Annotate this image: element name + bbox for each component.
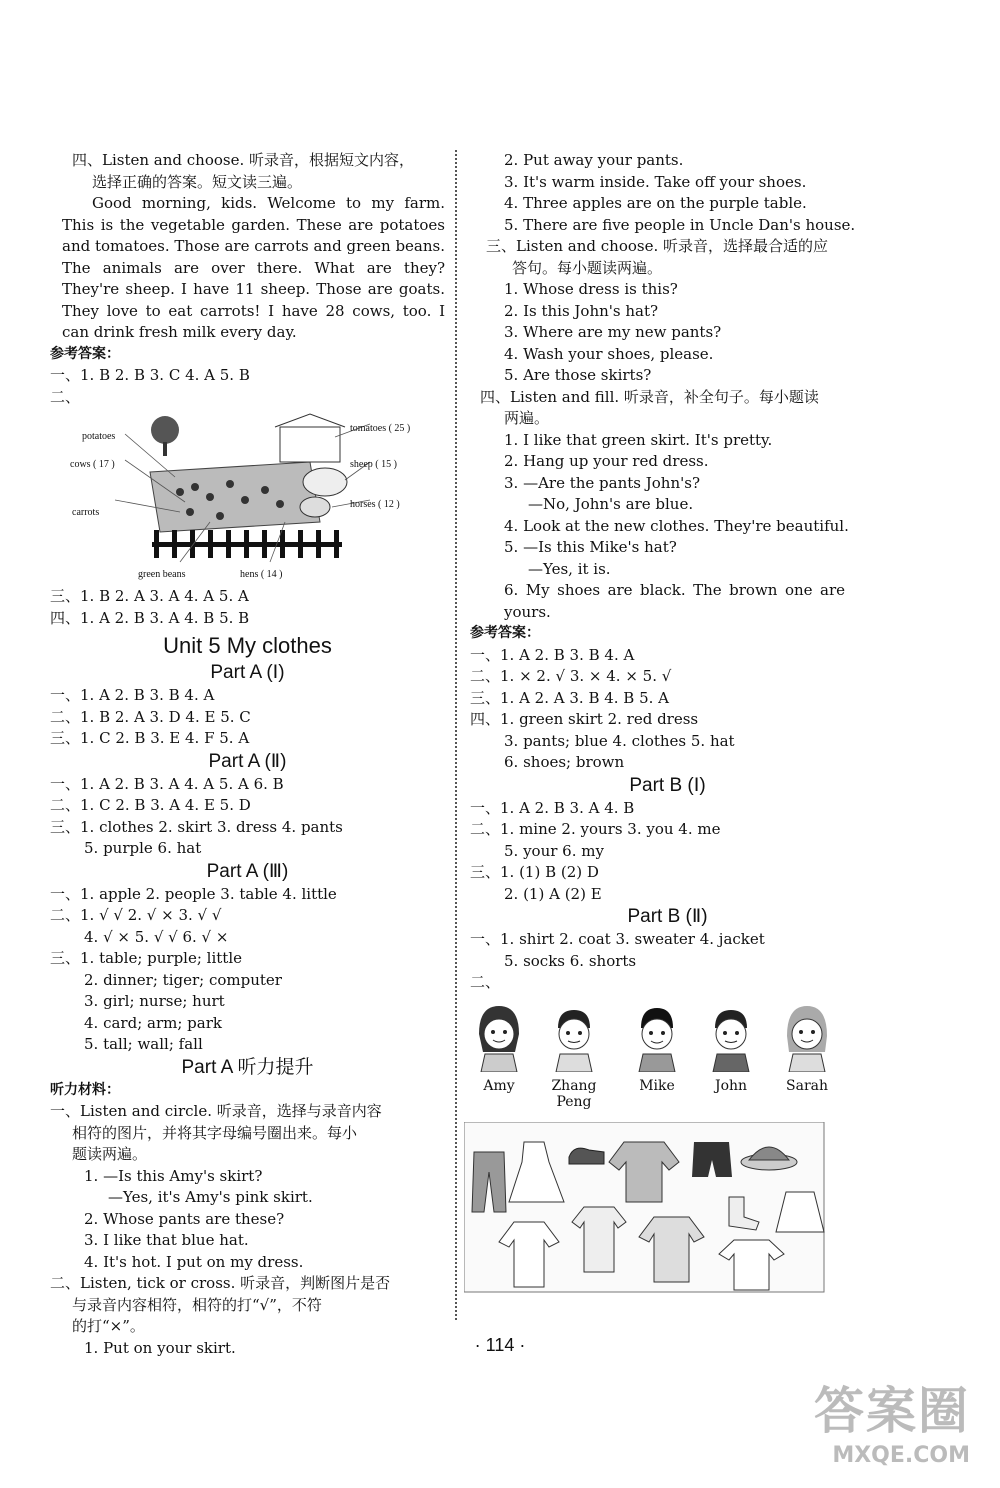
part-title: Part A 听力提升	[181, 1056, 314, 1078]
question-item: 2. Put away your pants.	[504, 151, 684, 169]
part-title: Part B (Ⅰ)	[629, 774, 706, 796]
section-title-cont: 选择正确的答案。短文读三遍。	[92, 172, 303, 191]
question-title: 四、Listen and fill. 听录音，补全句子。每小题读	[480, 387, 819, 406]
question-item: 1. Whose dress is this?	[504, 280, 678, 298]
question-item: 2. Whose pants are these?	[84, 1209, 285, 1228]
kid-name: Mike	[639, 1078, 675, 1094]
kid-mike	[622, 1002, 692, 1095]
answer-line: 3. pants; blue 4. clothes 5. hat	[504, 731, 735, 750]
answer-line: 一、1. A 2. B 3. A 4. B	[470, 798, 635, 817]
answer-line: 二、1. √ √ 2. √ × 3. √ √	[50, 906, 222, 924]
question-title: 三、Listen and choose. 听录音，选择最合适的应	[486, 237, 828, 255]
answer-line: 一、1. B 2. B 3. C 4. A 5. B	[50, 366, 250, 384]
answer-line: 5. tall; wall; fall	[84, 1035, 203, 1053]
answer-line: 一、1. A 2. B 3. B 4. A	[470, 645, 635, 664]
answer-line: 二、	[470, 973, 501, 991]
kid-sarah	[772, 1002, 842, 1095]
question-item: —Yes, it is.	[528, 559, 611, 578]
question-item: —No, John's are blue.	[528, 495, 694, 513]
label-hens: hens ( 14 )	[240, 569, 283, 580]
farm-figure	[70, 412, 460, 582]
girl-icon	[471, 1002, 527, 1072]
question-item: 1. I like that green skirt. It's pretty.	[504, 430, 773, 449]
answer-line: 三、1. (1) B (2) D	[470, 863, 599, 881]
kid-name: Amy	[483, 1078, 515, 1094]
answer-line: 5. your 6. my	[504, 841, 604, 860]
passage: Good morning, kids. Welcome to my farm. This is the vegetable garden. These are potatoes and tomatoes. Those are carrots and green beans. The animals are over there. What are they? They're sheep. I have 11 sheep. Those are goats. They love to eat carrots! I have 28 cows, too. I can drink fresh milk every day.	[62, 194, 445, 341]
boy-icon	[703, 1002, 759, 1072]
answer-line: 二、	[50, 387, 81, 406]
question-title: 二、Listen, tick or cross. 听录音，判断图片是否	[50, 1274, 391, 1292]
answer-heading: 参考答案：	[50, 345, 120, 362]
label-carrots: carrots	[72, 507, 100, 518]
question-item: 5. Are those skirts?	[504, 366, 652, 384]
section-title: 四、Listen and choose. 听录音，根据短文内容，	[72, 151, 414, 169]
question-item: 3. —Are the pants John's?	[504, 473, 700, 492]
left-column	[50, 150, 445, 1359]
question-item: 3. I like that blue hat.	[84, 1231, 249, 1249]
answer-line: 4. √ × 5. √ √ 6. √ ×	[84, 927, 229, 946]
answer-line: 4. card; arm; park	[84, 1013, 222, 1032]
question-item: —Yes, it's Amy's pink skirt.	[108, 1188, 313, 1206]
label-green-beans: green beans	[138, 569, 186, 580]
kid-name: John	[714, 1078, 748, 1094]
label-potatoes: potatoes	[82, 431, 116, 442]
question-item: 2. Is this John's hat?	[504, 301, 659, 320]
kid-amy	[464, 1002, 534, 1095]
kid-name: Sarah	[786, 1078, 828, 1094]
watermark-url: MXQE.COM	[832, 1443, 970, 1468]
question-title: 一、Listen and circle. 听录音，选择与录音内容	[50, 1102, 382, 1120]
question-item: 4. Three apples are on the purple table.	[504, 194, 807, 212]
column-divider	[455, 150, 457, 1320]
part-title: Part A (Ⅰ)	[210, 662, 285, 683]
label-horses: horses ( 12 )	[350, 499, 400, 510]
question-item: 2. Hang up your red dress.	[504, 452, 709, 470]
clothes-panel	[464, 1122, 826, 1297]
boy-icon	[629, 1002, 685, 1072]
question-title-cont: 题读两遍。	[72, 1145, 148, 1163]
answer-line: 3. girl; nurse; hurt	[84, 992, 225, 1010]
answer-line: 一、1. A 2. B 3. A 4. A 5. A 6. B	[50, 774, 284, 793]
answer-line: 三、1. clothes 2. skirt 3. dress 4. pants	[50, 817, 343, 836]
question-item: 4. Look at the new clothes. They're beautiful.	[504, 516, 849, 535]
answer-line: 四、1. green skirt 2. red dress	[470, 710, 699, 728]
answer-line: 一、1. A 2. B 3. B 4. A	[50, 686, 215, 704]
question-item: 5. —Is this Mike's hat?	[504, 538, 677, 556]
answer-line: 二、1. × 2. √ 3. × 4. × 5. √	[470, 667, 672, 685]
question-title-cont: 与录音内容相符，相符的打“√”，不符	[72, 1295, 322, 1314]
question-item: 3. Where are my new pants?	[504, 323, 722, 341]
answer-heading: 参考答案：	[470, 625, 540, 641]
question-item: 4. It's hot. I put on my dress.	[84, 1252, 304, 1271]
answer-line: 2. (1) A (2) E	[504, 884, 602, 903]
girl-icon	[779, 1002, 835, 1072]
answer-line: 5. socks 6. shorts	[504, 951, 637, 970]
answer-line: 5. purple 6. hat	[84, 839, 202, 857]
answer-line: 三、1. B 2. A 3. A 4. A 5. A	[50, 587, 249, 605]
answer-line: 四、1. A 2. B 3. A 4. B 5. B	[50, 608, 250, 627]
answer-line: 三、1. C 2. B 3. E 4. F 5. A	[50, 729, 250, 747]
watermark	[814, 1371, 970, 1468]
question-title-cont: 相符的图片，并将其字母编号圈出来。每小	[72, 1123, 358, 1142]
question-item: 5. There are five people in Uncle Dan's house.	[504, 215, 856, 234]
part-title: Part B (Ⅱ)	[627, 906, 708, 927]
page-number: · 114 ·	[474, 1335, 526, 1355]
answer-line: 二、1. mine 2. yours 3. you 4. me	[470, 820, 721, 838]
answer-line: 一、1. shirt 2. coat 3. sweater 4. jacket	[470, 930, 765, 948]
question-item: 6. My shoes are black. The brown one are yours.	[504, 581, 845, 621]
answer-line: 一、1. apple 2. people 3. table 4. little	[50, 884, 337, 903]
question-title-cont: 的打“×”。	[72, 1317, 145, 1335]
kid-zhang-peng	[534, 1002, 614, 1111]
question-item: 3. It's warm inside. Take off your shoes.	[504, 172, 807, 191]
material-heading: 听力材料：	[50, 1081, 120, 1098]
question-title-cont: 答句。每小题读两遍。	[512, 258, 663, 277]
answer-line: 三、1. A 2. A 3. B 4. B 5. A	[470, 688, 670, 707]
question-title-cont: 两遍。	[504, 409, 550, 427]
question-item: 4. Wash your shoes, please.	[504, 344, 714, 363]
kid-name: Zhang Peng	[551, 1078, 597, 1110]
answer-line: 2. dinner; tiger; computer	[84, 970, 282, 989]
part-title: Part A (Ⅱ)	[208, 750, 287, 772]
answer-line: 6. shoes; brown	[504, 753, 625, 771]
label-sheep: sheep ( 15 )	[350, 459, 397, 470]
clothes-matching-figure	[464, 1002, 826, 1297]
part-title: Part A (Ⅲ)	[206, 860, 289, 882]
label-cows: cows ( 17 )	[70, 459, 115, 470]
watermark-logo: 答案圈	[814, 1382, 970, 1440]
kid-john	[696, 1002, 766, 1095]
right-column	[470, 150, 865, 1297]
answer-line: 三、1. table; purple; little	[50, 949, 243, 967]
unit-title: Unit 5 My clothes	[163, 633, 332, 658]
question-item: 1. —Is this Amy's skirt?	[84, 1166, 263, 1185]
answer-line: 二、1. C 2. B 3. A 4. E 5. D	[50, 796, 251, 814]
boy-icon	[546, 1002, 602, 1072]
answer-line: 二、1. B 2. A 3. D 4. E 5. C	[50, 707, 251, 726]
question-item: 1. Put on your skirt.	[84, 1338, 236, 1357]
label-tomatoes: tomatoes ( 25 )	[350, 423, 411, 434]
